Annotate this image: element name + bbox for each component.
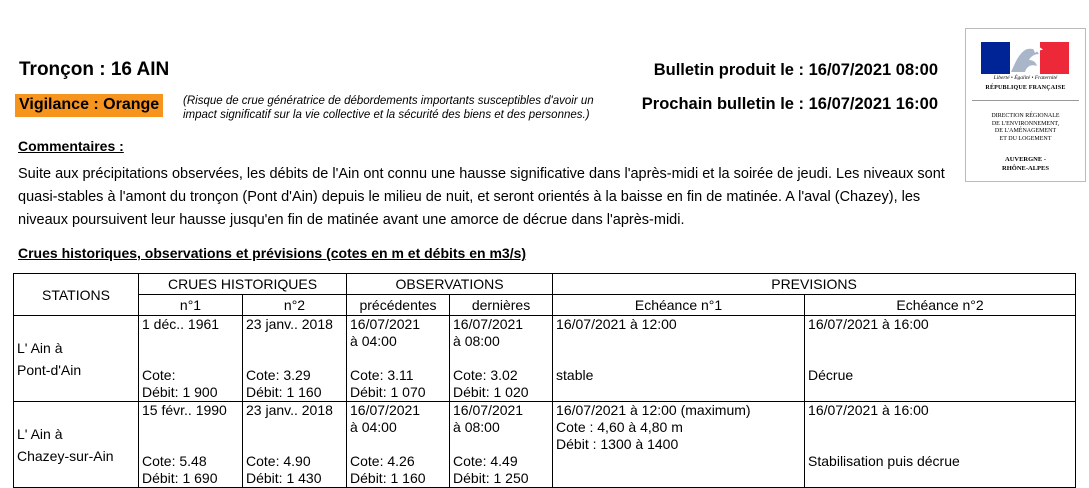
hist-n2-header: n°2 (243, 295, 347, 316)
table-header-row-sub (14, 295, 1076, 316)
table-row (14, 316, 1076, 402)
risk-description: (Risque de crue génératrice de débordements importants susceptibles d'avoir un impact significatif sur la vie collective et la sécurité des biens et des personnes.) (183, 95, 594, 121)
table-row (14, 402, 1076, 488)
devise: Liberté • Égalité • Fraternité (993, 75, 1058, 81)
hist1-cell: 15 févr.. 1990 Cote: 5.48 Débit: 1 690 (139, 402, 243, 488)
stations-header: STATIONS (14, 274, 139, 316)
commentaires-heading: Commentaires : (18, 138, 124, 154)
station-cell: L' Ain à Chazey-sur-Ain (14, 402, 139, 488)
hist2-cell: 23 janv.. 2018 Cote: 4.90 Débit: 1 430 (243, 402, 347, 488)
bulletin-produit: Bulletin produit le : 16/07/2021 08:00 (653, 61, 938, 79)
prochain-bulletin: Prochain bulletin le : 16/07/2021 16:00 (641, 95, 938, 113)
obs-der-cell: 16/07/2021 à 08:00 Cote: 3.02 Débit: 1 020 (450, 316, 553, 402)
obs-der-cell: 16/07/2021 à 08:00 Cote: 4.49 Débit: 1 250 (450, 402, 553, 488)
troncon-title: Tronçon : 16 AIN (19, 59, 170, 80)
hist1-cell: 1 déc.. 1961 Cote: Débit: 1 900 (139, 316, 243, 402)
prev1-cell: 16/07/2021 à 12:00 stable (553, 316, 805, 402)
region-name: AUVERGNE - RHÔNE-ALPES (1002, 156, 1049, 172)
prefecture-logo (965, 28, 1086, 182)
table-header-row-groups (14, 274, 1076, 295)
hist2-cell: 23 janv.. 2018 Cote: 3.29 Débit: 1 160 (243, 316, 347, 402)
obs-prec-cell: 16/07/2021 à 04:00 Cote: 4.26 Débit: 1 160 (347, 402, 450, 488)
prev1-cell: 16/07/2021 à 12:00 (maximum) Cote : 4,60 à 4,80 m Débit : 1300 à 1400 (553, 402, 805, 488)
crues-heading: Crues historiques, observations et prévisions (cotes en m et débits en m3/s) (18, 245, 527, 261)
observations-header: OBSERVATIONS (347, 274, 553, 295)
echeance2-header: Echéance n°2 (805, 295, 1076, 316)
marianne-flag-icon (981, 42, 1069, 74)
republique-francaise: RÉPUBLIQUE FRANÇAISE (985, 85, 1066, 91)
echeance1-header: Echéance n°1 (553, 295, 805, 316)
direction-regionale: DIRECTION RÉGIONALE DE L'ENVIRONNEMENT, DE L'AMÉNAGEMENT ET DU LOGEMENT (991, 113, 1060, 142)
previsions-header: PREVISIONS (553, 274, 1076, 295)
prev2-cell: 16/07/2021 à 16:00 Stabilisation puis décrue (805, 402, 1076, 488)
logo-divider (972, 100, 1079, 101)
crues-table (13, 273, 1076, 488)
prev2-cell: 16/07/2021 à 16:00 Décrue (805, 316, 1076, 402)
obs-dernieres-header: dernières (450, 295, 553, 316)
station-cell: L' Ain à Pont-d'Ain (14, 316, 139, 402)
vigilance-badge: Vigilance : Orange (15, 94, 163, 117)
obs-precedentes-header: précédentes (347, 295, 450, 316)
obs-prec-cell: 16/07/2021 à 04:00 Cote: 3.11 Débit: 1 070 (347, 316, 450, 402)
commentaires-body: Suite aux précipitations observées, les débits de l'Ain ont connu une hausse significative dans l'après-midi et la soirée de jeudi. Les niveaux sont quasi-stables à l'amont du tronçon (Pont d'Ain) depuis le milieu de nuit, et seront orientés à la baisse en fin de matinée. A l'aval (Chazey), les niveaux poursuivent leur hausse jusqu'en fin de matinée avant une amorce de décrue dans l'après-midi. (18, 166, 945, 228)
hist-n1-header: n°1 (139, 295, 243, 316)
historiques-header: CRUES HISTORIQUES (139, 274, 347, 295)
